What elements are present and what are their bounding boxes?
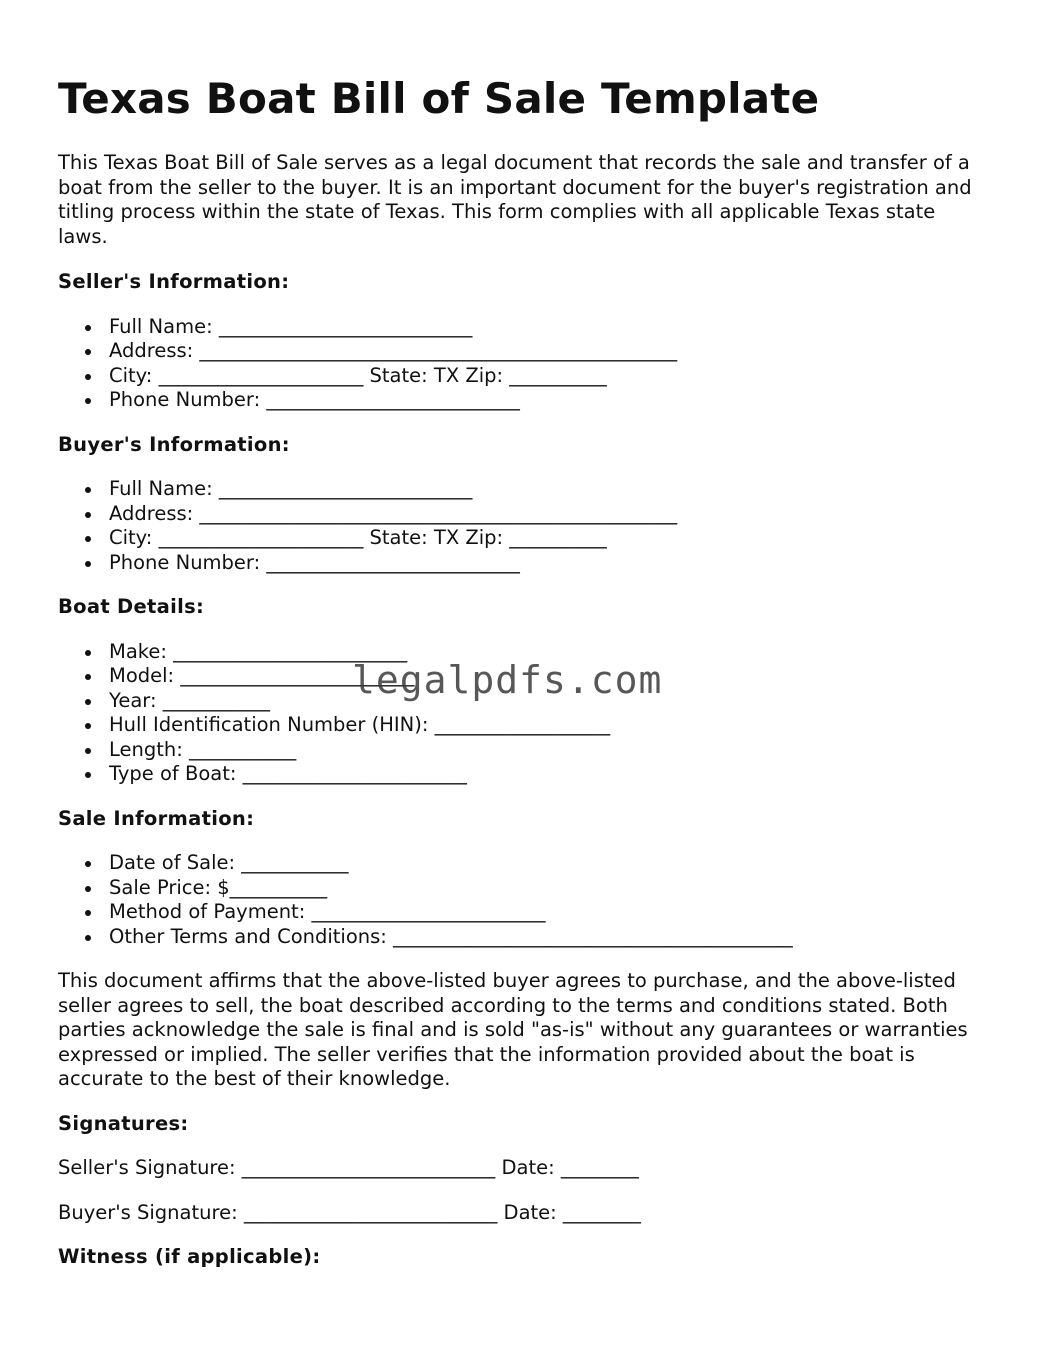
boat-year-field[interactable]: Year: ___________ <box>109 689 988 714</box>
seller-full-name-field[interactable]: Full Name: __________________________ <box>109 315 988 340</box>
seller-signature-line[interactable]: Seller's Signature: __________________________ Date: ________ <box>58 1156 639 1179</box>
buyer-info-list <box>58 477 988 575</box>
watermark-text: legalpdfs.com <box>352 658 663 702</box>
boat-make-field[interactable]: Make: ________________________ <box>109 640 988 665</box>
boat-type-field[interactable]: Type of Boat: _______________________ <box>109 762 988 787</box>
seller-info-list <box>58 315 988 413</box>
payment-method-field[interactable]: Method of Payment: ________________________ <box>109 900 988 925</box>
seller-heading: Seller's Information: <box>58 270 290 293</box>
buyer-full-name-field[interactable]: Full Name: __________________________ <box>109 477 988 502</box>
buyer-city-state-zip-field[interactable]: City: _____________________ State: TX Zip: __________ <box>109 526 988 551</box>
sale-info-list <box>58 851 988 949</box>
page-title: Texas Boat Bill of Sale Template <box>58 74 820 123</box>
signatures-heading: Signatures: <box>58 1111 189 1135</box>
boat-hin-field[interactable]: Hull Identification Number (HIN): __________________ <box>109 713 988 738</box>
boat-details-heading: Boat Details: <box>58 595 205 618</box>
seller-phone-field[interactable]: Phone Number: __________________________ <box>109 388 988 413</box>
intro-paragraph: This Texas Boat Bill of Sale serves as a legal document that records the sale and transfer of a boat from the seller to the buyer. It is an important document for the buyer's registration and titling process within the state of Texas. This form complies with all applicable Texas state laws. <box>58 151 972 248</box>
buyer-phone-field[interactable]: Phone Number: __________________________ <box>109 551 988 576</box>
document-page <box>58 0 988 1270</box>
buyer-heading: Buyer's Information: <box>58 432 290 456</box>
sale-info-heading: Sale Information: <box>58 806 255 830</box>
boat-model-field[interactable]: Model: ________________________ <box>109 664 988 689</box>
witness-heading: Witness (if applicable): <box>58 1245 321 1268</box>
affirmation-paragraph: This document affirms that the above-listed buyer agrees to purchase, and the above-listed seller agrees to sell, the boat described according to the terms and conditions stated. Both parties acknowledge the sale is final and is sold "as-is" without any guarantees or warranties expressed or implied. The seller verifies that the information provided about the boat is accurate to the best of their knowledge. <box>58 969 968 1090</box>
seller-city-state-zip-field[interactable]: City: _____________________ State: TX Zip: __________ <box>109 364 988 389</box>
other-terms-field[interactable]: Other Terms and Conditions: _________________________________________ <box>109 925 988 950</box>
sale-date-field[interactable]: Date of Sale: ___________ <box>109 851 988 876</box>
seller-address-field[interactable]: Address: _________________________________________________ <box>109 339 988 364</box>
buyer-signature-line[interactable]: Buyer's Signature: __________________________ Date: ________ <box>58 1200 641 1224</box>
boat-length-field[interactable]: Length: ___________ <box>109 738 988 763</box>
sale-price-field[interactable]: Sale Price: $__________ <box>109 876 988 901</box>
buyer-address-field[interactable]: Address: _________________________________________________ <box>109 502 988 527</box>
